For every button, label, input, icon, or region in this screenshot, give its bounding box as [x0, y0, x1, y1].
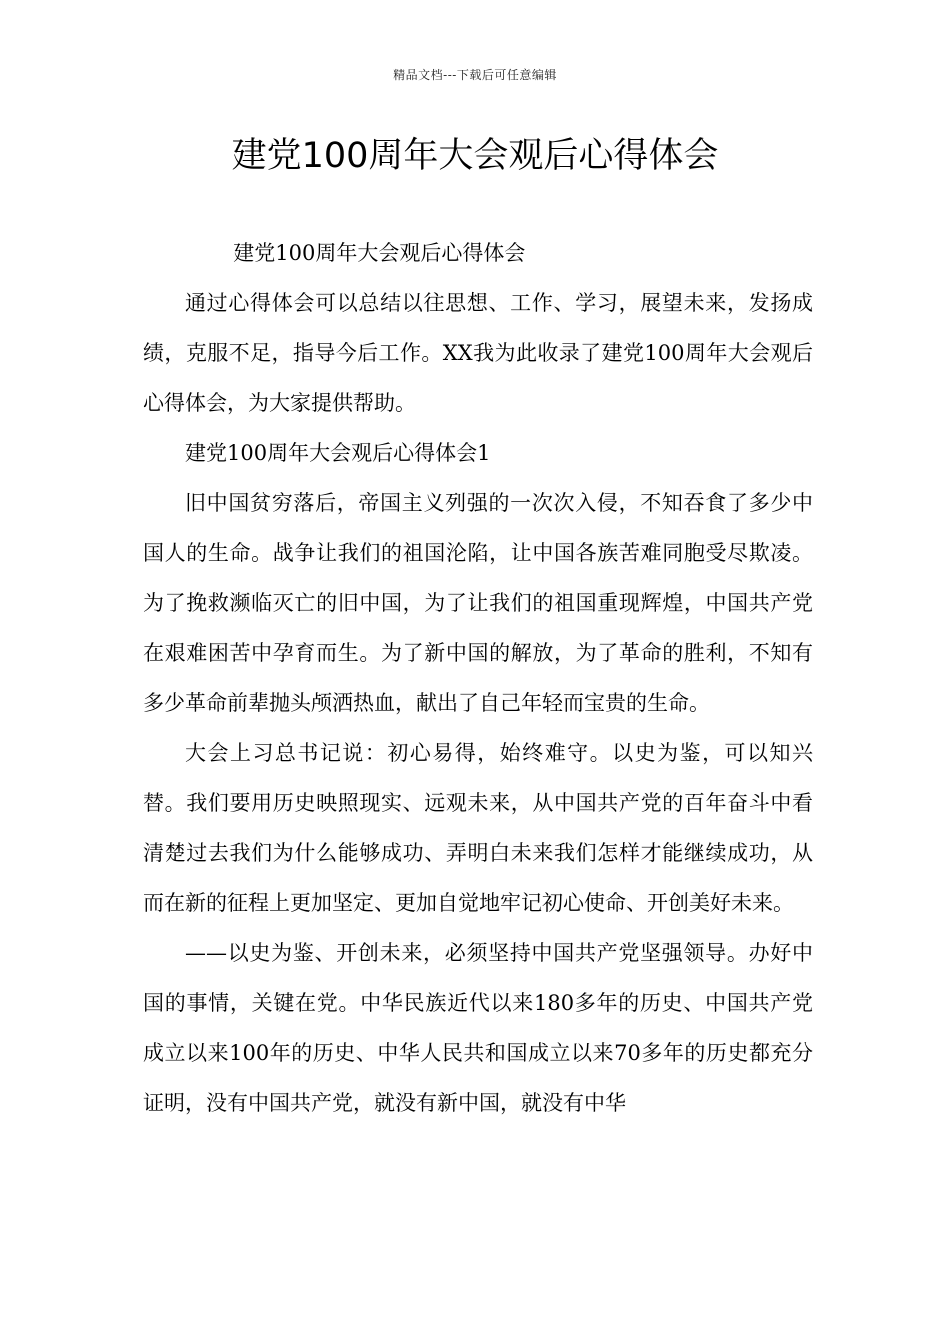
header-note: 精品文档---下载后可任意编辑	[393, 68, 557, 82]
subtitle-paragraph: 建党100周年大会观后心得体会	[233, 241, 526, 265]
body-paragraph: 大会上习总书记说：初心易得，始终难守。以史为鉴，可以知兴替。我们要用历史映照现实、远观未来，从中国共产党的百年奋斗中看清楚过去我们为什么能够成功、弄明白未来我们怎样才能继续成功，从而在新的征程上更加坚定、更加自觉地牢记初心使命、开创美好未来。	[143, 741, 813, 915]
intro-paragraph: 通过心得体会可以总结以往思想、工作、学习，展望未来，发扬成绩，克服不足，指导今后工作。XX我为此收录了建党100周年大会观后心得体会，为大家提供帮助。	[143, 291, 813, 415]
body-paragraph: ——以史为鉴、开创未来，必须坚持中国共产党坚强领导。办好中国的事情，关键在党。中华民族近代以来180多年的历史、中国共产党成立以来100年的历史、中华人民共和国成立以来70多年的历史都充分证明，没有中国共产党，就没有新中国，就没有中华	[143, 941, 813, 1115]
body-paragraph: 旧中国贫穷落后，帝国主义列强的一次次入侵，不知吞食了多少中国人的生命。战争让我们的祖国沦陷，让中国各族苦难同胞受尽欺凌。为了挽救濒临灭亡的旧中国，为了让我们的祖国重现辉煌，中国共产党在艰难困苦中孕育而生。为了新中国的解放，为了革命的胜利，不知有多少革命前辈抛头颅洒热血，献出了自己年轻而宝贵的生命。	[143, 491, 813, 715]
section-heading: 建党100周年大会观后心得体会1	[185, 441, 491, 465]
document-body	[143, 228, 813, 1128]
document-title: 建党100周年大会观后心得体会	[231, 136, 719, 176]
